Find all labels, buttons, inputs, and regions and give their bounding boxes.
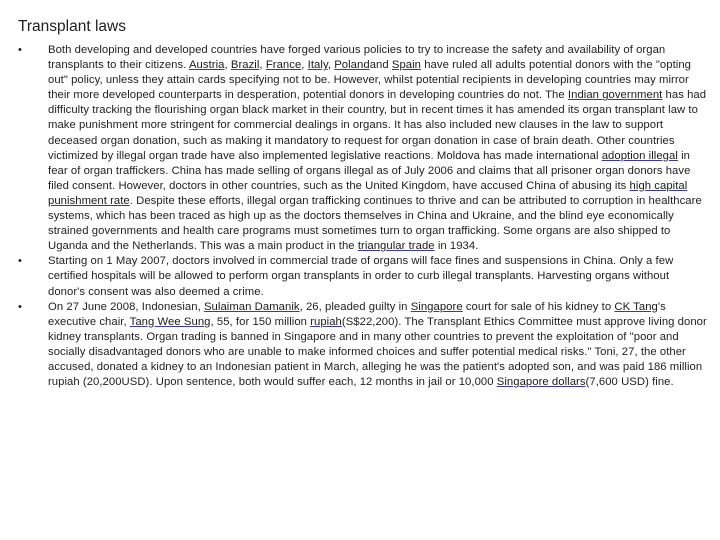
bullet-item [18, 254, 708, 299]
bullet-text: 's executive chair, [48, 300, 666, 328]
inline-link[interactable]: triangular trade [357, 240, 435, 253]
bullet-text: have ruled all adults potential donors with the "opting out" policy, unless they attain cards specifying not to be. However, whilst potential recipients in developing countries may mirror their more developed counterparts in desperation, potential donors in developing countries do not. The [48, 59, 691, 102]
bullet-list [18, 43, 708, 390]
inline-link[interactable]: Singapore dollars [496, 376, 586, 389]
bullet-text: , [327, 59, 335, 72]
bullet-text: . Despite these efforts, illegal organ trafficking continues to thrive and can be attributed to corruption in healthcare systems, which has been traced as high up as the doctors themselves in China and Ukraine, and the blind eye economically strained governments and health care programs must sometimes turn to organ trafficking. Some organs are also shipped to Uganda and the Netherlands. This was a main product in the [48, 194, 702, 253]
bullet-text: On 27 June 2008, Indonesian, [48, 300, 204, 313]
inline-link[interactable]: CK Tang [614, 300, 658, 313]
slide-title: Transplant laws [18, 18, 126, 35]
inline-link[interactable]: adoption illegal [601, 149, 678, 162]
inline-link[interactable]: Indian government [567, 89, 663, 102]
inline-link[interactable]: rupiah [310, 315, 342, 328]
bullet-icon: • [18, 300, 22, 313]
bullet-text: , 55, for 150 million [210, 315, 311, 328]
bullet-item [18, 300, 708, 391]
bullet-text: (S$22,200). The Transplant Ethics Committee must approve living donor kidney transplants. Organ trading is banned in Singapore and in many other countries to prevent the exploitation of "poor and socially disadvantaged donors who are unable to make informed choices and suffer potential medical risks." Toni, 27, the other accused, donated a kidney to an Indonesian patient in March, alleging he was the patient's adopted son, and was paid 186 million rupiah (20,200USD). Upon sentence, both would suffer each, 12 months in jail or 10,000 [48, 315, 707, 389]
inline-link[interactable]: Italy [307, 59, 328, 72]
inline-link[interactable]: Brazil [230, 59, 260, 72]
bullet-icon: • [18, 255, 22, 268]
inline-link[interactable]: Austria [188, 59, 225, 72]
inline-link[interactable]: Poland [334, 59, 370, 72]
bullet-text: (7,600 USD) fine. [585, 376, 674, 389]
bullet-icon: • [18, 44, 22, 56]
bullet-text: court for sale of his kidney to [462, 300, 615, 313]
inline-link[interactable]: Sulaiman Damanik [203, 300, 300, 313]
bullet-text: Both developing and developed countries have forged various policies to try to increase the safety and availability of organ transplants to their citizens. [48, 44, 666, 72]
bullet-text: , 26, pleaded guilty in [299, 300, 411, 313]
bullet-text: and [369, 59, 392, 72]
bullet-text: in 1934. [434, 240, 479, 253]
inline-link[interactable]: Spain [391, 59, 422, 72]
inline-link[interactable]: high capital punishment rate [48, 179, 688, 207]
inline-link[interactable]: Tang Wee Sung [129, 315, 211, 328]
inline-link[interactable]: France [265, 59, 302, 72]
bullet-text: , [224, 59, 231, 72]
bullet-text: , [301, 59, 308, 72]
bullet-item [18, 43, 708, 254]
bullet-text: in fear of organ traffickers. China has made selling of organs illegal as of July 2006 and claims that all prisoner organ donors have filed consent. However, doctors in other countries, such as the United Kingdom, have accused China of abusing its [48, 149, 691, 192]
bullet-text: has had difficulty tracking the flourishing organ black market in their country, but in recent times it has amended its organ transplant law to make punishment more stringent for commercial dealings in organs. It has also included new clauses in the law to support deceased organ donation, such as making it mandatory to request for organ donation in case of brain death. Other countries victimized by illegal organ trade have also implemented legislative reactions. Moldova has made international [48, 89, 707, 162]
inline-link[interactable]: Singapore [410, 300, 463, 313]
bullet-text: , [259, 59, 266, 72]
bullet-text: Starting on 1 May 2007, doctors involved in commercial trade of organs will face fines and suspensions in China. Only a few certified hospitals will be allowed to perform organ transplants in order to curb illegal transplants. Harvesting organs without donor's consent was also deemed a crime. [48, 255, 674, 298]
